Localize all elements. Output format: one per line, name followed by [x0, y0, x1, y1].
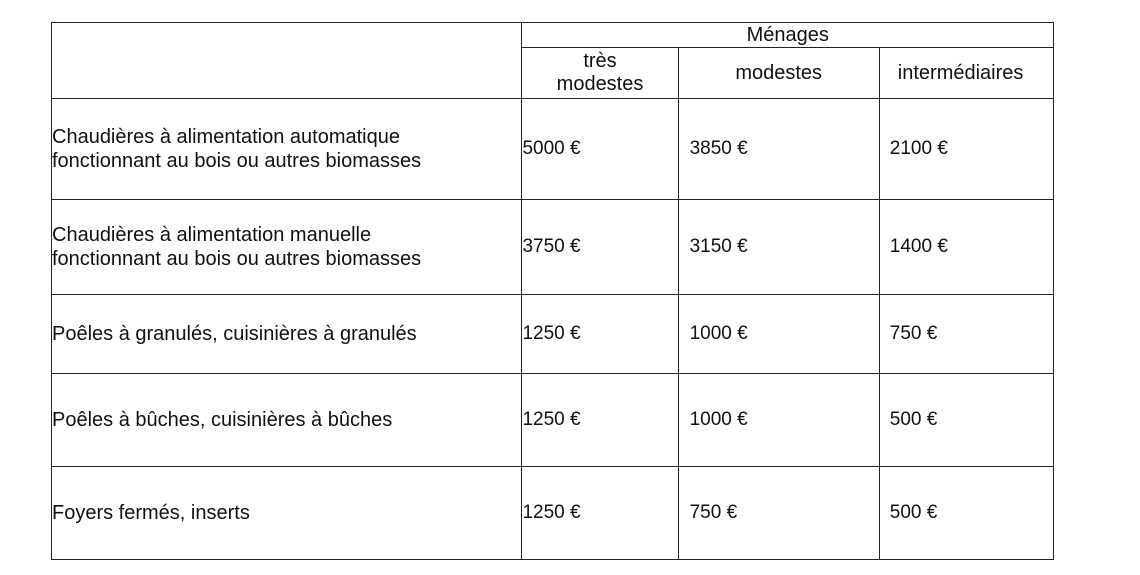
header-empty-cell	[52, 23, 522, 99]
value-modestes: 1000 €	[678, 374, 879, 467]
header-tres-modestes-label: très modestes	[556, 50, 644, 95]
value-tres-modestes: 1250 €	[522, 295, 678, 374]
table-row	[52, 99, 1054, 200]
subsidy-table	[51, 22, 1054, 560]
value-intermediaires: 500 €	[879, 374, 1053, 467]
value-modestes: 1000 €	[678, 295, 879, 374]
value-intermediaires: 1400 €	[879, 200, 1053, 295]
value-modestes: 750 €	[678, 467, 879, 560]
value-intermediaires: 2100 €	[879, 99, 1053, 200]
value-modestes: 3850 €	[678, 99, 879, 200]
header-tres-modestes	[522, 48, 678, 99]
header-intermediaires: intermédiaires	[879, 48, 1053, 99]
row-label	[52, 99, 522, 200]
value-intermediaires: 500 €	[879, 467, 1053, 560]
value-tres-modestes: 1250 €	[522, 374, 678, 467]
table-row	[52, 295, 1054, 374]
header-group-row	[52, 23, 1054, 48]
row-label: Poêles à bûches, cuisinières à bûches	[52, 374, 522, 467]
row-label: Poêles à granulés, cuisinières à granulés	[52, 295, 522, 374]
value-intermediaires: 750 €	[879, 295, 1053, 374]
value-tres-modestes: 1250 €	[522, 467, 678, 560]
row-label	[52, 200, 522, 295]
header-modestes: modestes	[678, 48, 879, 99]
row-label-text: Chaudières à alimentation automatique fonctionnant au bois ou autres biomasses	[52, 126, 422, 172]
value-modestes: 3150 €	[678, 200, 879, 295]
header-menages: Ménages	[522, 23, 1054, 48]
value-tres-modestes: 5000 €	[522, 99, 678, 200]
table-row	[52, 374, 1054, 467]
table-row	[52, 200, 1054, 295]
value-tres-modestes: 3750 €	[522, 200, 678, 295]
table-row	[52, 467, 1054, 560]
row-label-text: Chaudières à alimentation manuelle fonctionnant au bois ou autres biomasses	[52, 224, 422, 270]
row-label: Foyers fermés, inserts	[52, 467, 522, 560]
